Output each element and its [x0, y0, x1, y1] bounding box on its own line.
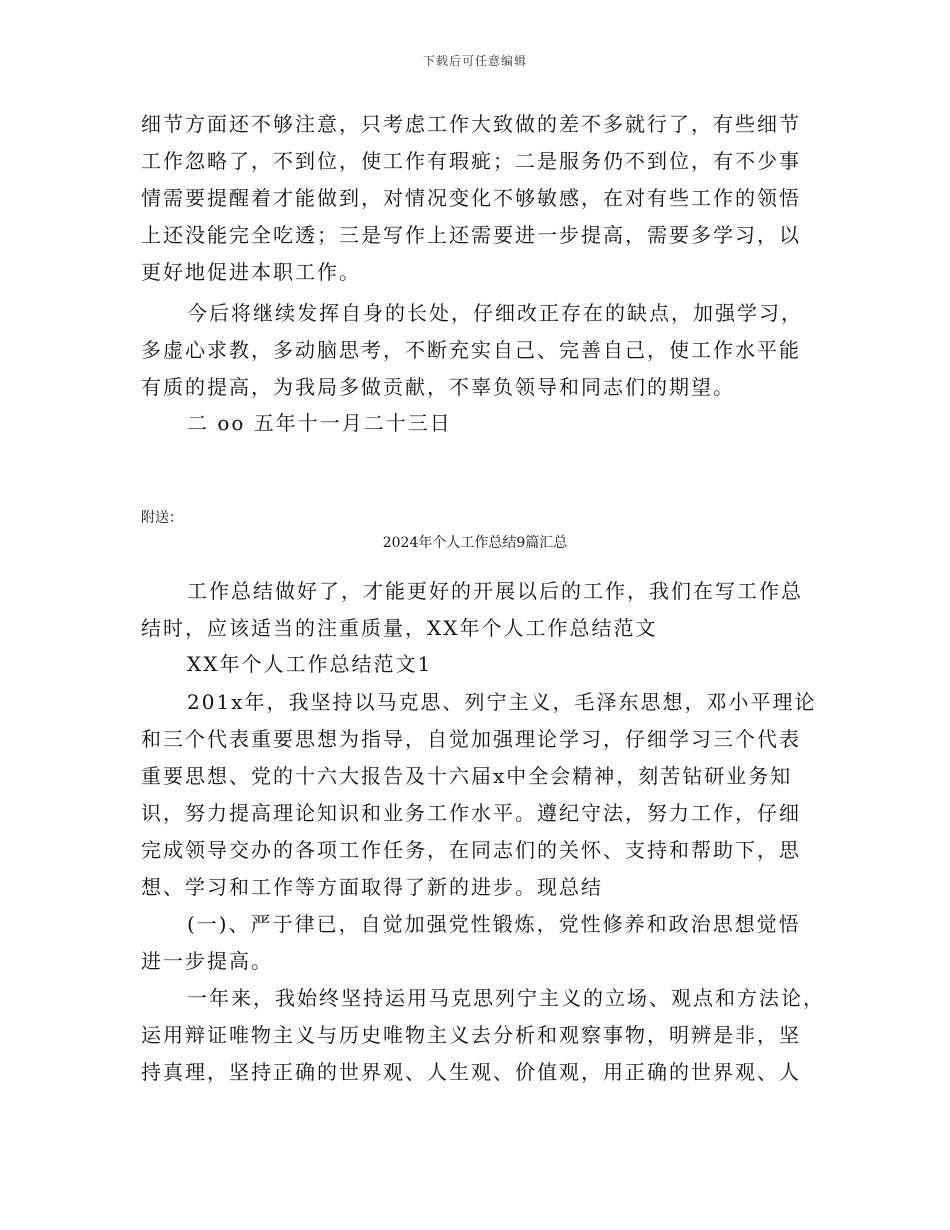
paragraph-line: 201x年，我坚持以马克思、列宁主义，毛泽东思想，邓小平理论 — [187, 690, 817, 714]
paragraph-line: 结时，应该适当的注重质量，XX年个人工作总结范文 — [141, 616, 658, 640]
paragraph-line: 今后将继续发挥自身的长处，仔细改正存在的缺点，加强学习， — [187, 301, 803, 325]
paragraph-line: 工作总结做好了，才能更好的开展以后的工作，我们在写工作总 — [187, 579, 803, 603]
paragraph-line: 持真理，坚持正确的世界观、人生观、价值观，用正确的世界观、人 — [141, 1060, 801, 1084]
paragraph-line: 完成领导交办的各项工作任务，在同志们的关怀、支持和帮助下，思 — [141, 838, 801, 862]
paragraph-line: 一年来，我始终坚持运用马克思列宁主义的立场、观点和方法论， — [187, 986, 825, 1010]
paragraph-line: 情需要提醒着才能做到，对情况变化不够敏感，在对有些工作的领悟 — [141, 186, 801, 210]
paragraph-line: 细节方面还不够注意，只考虑工作大致做的差不多就行了，有些细节 — [141, 112, 801, 136]
section-heading-line: (一)、严于律已，自觉加强党性锻炼，党性修养和政治思想觉悟 — [187, 912, 801, 936]
paragraph-line: 更好地促进本职工作。 — [141, 260, 361, 284]
appendix-label: 附送： — [141, 510, 183, 526]
paragraph-line: 重要思想、党的十六大报告及十六届x中全会精神，刻苦钻研业务知 — [141, 764, 793, 788]
appendix-title: 2024年个人工作总结9篇汇总 — [382, 535, 568, 551]
section-heading-line: 进一步提高。 — [141, 949, 273, 973]
paragraph-line: 有质的提高，为我局多做贡献，不辜负领导和同志们的期望。 — [141, 375, 735, 399]
subtitle-line: XX年个人工作总结范文1 — [187, 652, 433, 676]
paragraph-line: 上还没能完全吃透；三是写作上还需要进一步提高，需要多学习，以 — [141, 223, 801, 247]
paragraph-line: 和三个代表重要思想为指导，自觉加强理论学习，仔细学习三个代表 — [141, 727, 801, 751]
paragraph-line: 多虚心求教，多动脑思考，不断充实自己、完善自己，使工作水平能 — [141, 338, 801, 362]
paragraph-line: 想、学习和工作等方面取得了新的进步。现总结 — [141, 875, 603, 899]
date-line: 二 oo 五年十一月二十三日 — [187, 411, 452, 435]
paragraph-line: 识，努力提高理论知识和业务工作水平。遵纪守法，努力工作，仔细 — [141, 801, 801, 825]
paragraph-line: 运用辩证唯物主义与历史唯物主义去分析和观察事物，明辨是非，坚 — [141, 1023, 801, 1047]
paragraph-line: 工作忽略了，不到位，使工作有瑕疵；二是服务仍不到位，有不少事 — [141, 149, 801, 173]
page-header: 下载后可任意编辑 — [422, 54, 527, 68]
